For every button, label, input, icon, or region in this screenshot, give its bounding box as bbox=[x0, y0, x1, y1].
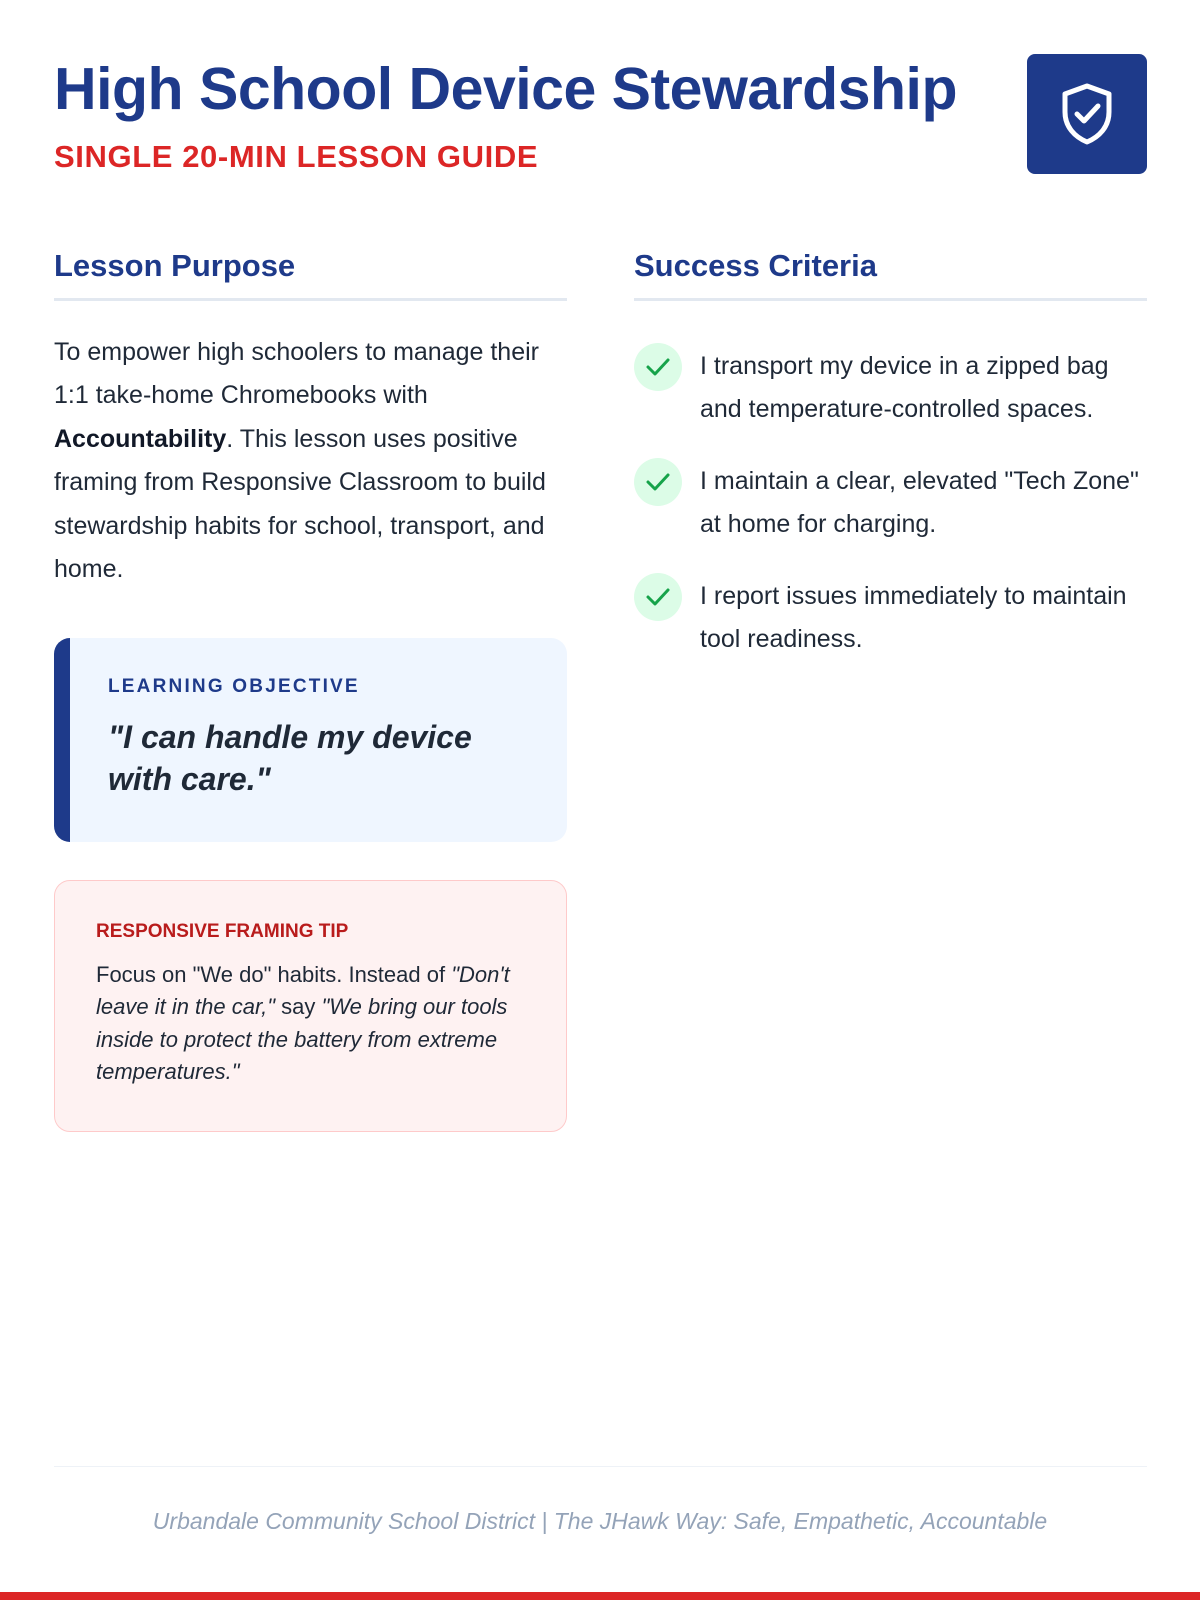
footer-divider bbox=[54, 1466, 1147, 1467]
tip-text-2: say bbox=[275, 994, 322, 1020]
purpose-text-end: . This lesson uses positive framing from Responsive Classroom to build stewardship habits for school, transport, and home. bbox=[54, 424, 546, 584]
criteria-text: I maintain a clear, elevated "Tech Zone" at home for charging. bbox=[700, 466, 1139, 539]
bottom-accent-bar bbox=[0, 1592, 1200, 1600]
success-criteria-heading: Success Criteria bbox=[634, 248, 1147, 301]
framing-tip-card bbox=[54, 880, 567, 1132]
footer-text: Urbandale Community School District | The JHawk Way: Safe, Empathetic, Accountable bbox=[152, 1508, 1048, 1534]
purpose-bold-term: Accountability bbox=[54, 424, 227, 453]
shield-badge bbox=[1027, 54, 1147, 174]
list-item bbox=[634, 573, 1147, 662]
framing-tip-label: RESPONSIVE FRAMING TIP bbox=[96, 920, 349, 942]
tip-italic-2: "We bring our tools inside to protect the battery from extreme temperatures." bbox=[96, 994, 508, 1085]
criteria-text: I transport my device in a zipped bag and temperature-controlled spaces. bbox=[700, 351, 1109, 424]
success-criteria-list bbox=[634, 343, 1147, 662]
lesson-purpose-text bbox=[54, 331, 567, 592]
tip-text-1: Focus on "We do" habits. Instead of bbox=[96, 961, 452, 987]
shield-check-icon bbox=[1059, 82, 1115, 146]
page-header bbox=[54, 50, 1147, 180]
learning-objective-label: LEARNING OBJECTIVE bbox=[108, 675, 360, 697]
tip-italic-1: "Don't leave it in the car," bbox=[96, 961, 510, 1020]
list-item bbox=[634, 458, 1147, 547]
right-column bbox=[634, 248, 1147, 688]
list-item bbox=[634, 343, 1147, 432]
check-icon bbox=[634, 573, 682, 621]
purpose-text-start: To empower high schoolers to manage their 1:1 take-home Chromebooks with bbox=[54, 337, 539, 410]
page-subtitle: SINGLE 20-MIN LESSON GUIDE bbox=[54, 139, 539, 174]
check-icon bbox=[634, 343, 682, 391]
lesson-purpose-heading: Lesson Purpose bbox=[54, 248, 567, 301]
left-column bbox=[54, 248, 567, 1132]
learning-objective-quote: "I can handle my device with care." bbox=[108, 718, 472, 797]
framing-tip-text bbox=[96, 959, 526, 1089]
check-icon bbox=[634, 458, 682, 506]
criteria-text: I report issues immediately to maintain tool readiness. bbox=[700, 581, 1127, 654]
page-title: High School Device Stewardship bbox=[54, 56, 957, 122]
learning-objective-card bbox=[54, 638, 567, 842]
